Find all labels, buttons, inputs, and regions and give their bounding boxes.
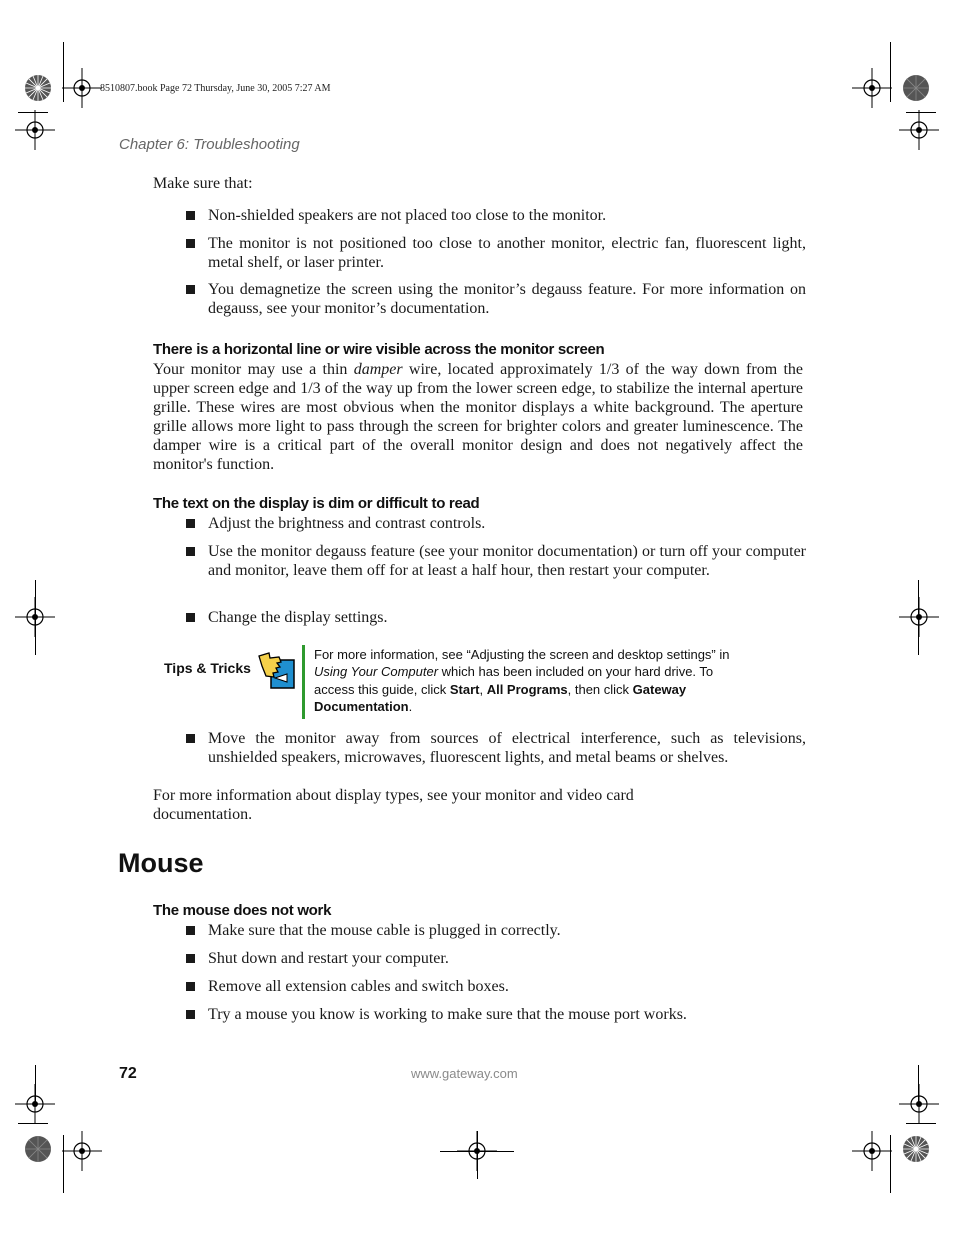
- bullet-square-icon: [186, 211, 195, 220]
- registration-mark-icon: [62, 1131, 102, 1171]
- list-item: [186, 921, 806, 940]
- list-item-text: Shut down and restart your computer.: [208, 950, 449, 967]
- paragraph-text: Your monitor may use a thin: [153, 361, 354, 378]
- color-target-icon: [902, 1135, 930, 1163]
- list-item-text: Make sure that the mouse cable is plugged in correctly.: [208, 922, 561, 939]
- section-heading: The mouse does not work: [153, 902, 332, 919]
- print-slug: 8510807.book Page 72 Thursday, June 30, 2005 7:27 AM: [100, 83, 331, 94]
- list-item: [186, 608, 806, 627]
- bullet-square-icon: [186, 1010, 195, 1019]
- registration-mark-icon: [15, 110, 55, 150]
- bullet-square-icon: [186, 285, 195, 294]
- list-item-text: Change the display settings.: [208, 609, 388, 626]
- list-item-text: Remove all extension cables and switch boxes.: [208, 978, 509, 995]
- registration-mark-icon: [899, 110, 939, 150]
- tip-text-segment: For more information, see “Adjusting the screen and desktop settings” in: [314, 647, 730, 662]
- tip-text-segment: , then click: [567, 681, 633, 697]
- section-heading: There is a horizontal line or wire visible across the monitor screen: [153, 341, 605, 358]
- emphasis-text: damper: [353, 361, 403, 378]
- registration-mark-icon: [852, 1131, 892, 1171]
- intro-text: Make sure that:: [153, 175, 253, 192]
- tip-divider-bar: [302, 645, 305, 719]
- list-item-text: The monitor is not positioned too close to another monitor, electric fan, fluorescent light, metal shelf, or laser printer.: [208, 235, 806, 271]
- bullet-square-icon: [186, 954, 195, 963]
- color-target-icon: [24, 1135, 52, 1163]
- bullet-square-icon: [186, 982, 195, 991]
- paragraph-text: wire, located approximately 1/3 of the way down from the upper screen edge and 1/3 of the way up from the lower screen edge, to stabilize the internal aperture grille. These wires are most obvious when the monitor displays a white background. The aperture grille allows more light to pass through the screen for brighter colors and greater luminescence. The damper wire is a critical part of the overall monitor design and does not negatively affect the monitor's function.: [153, 361, 804, 473]
- tip-text-segment: .: [408, 698, 413, 714]
- list-item: [186, 234, 806, 272]
- bullet-square-icon: [186, 926, 195, 935]
- list-item-text: Non-shielded speakers are not placed too close to the monitor.: [208, 207, 607, 224]
- list-item-text: Use the monitor degauss feature (see your monitor documentation) or turn off your computer and monitor, leave them off for at least a half hour, then restart your computer.: [208, 543, 806, 579]
- damper-wire-paragraph: [153, 360, 803, 474]
- list-item: [186, 514, 806, 533]
- color-target-icon: [24, 74, 52, 102]
- list-item: [186, 949, 806, 968]
- list-item: [186, 542, 806, 580]
- tip-menu-gateway-documentation: Gateway Documentation: [314, 681, 687, 714]
- section-heading: The text on the display is dim or difficult to read: [153, 495, 480, 512]
- list-item: [186, 280, 806, 318]
- tip-text-segment: ,: [479, 681, 487, 697]
- page-number: 72: [119, 1065, 137, 1082]
- registration-mark-icon: [899, 1084, 939, 1124]
- list-item: [186, 206, 806, 225]
- bullet-square-icon: [186, 239, 195, 248]
- tip-menu-start: Start: [449, 681, 480, 697]
- list-item-text: You demagnetize the screen using the monitor’s degauss feature. For more information on degauss, see your monitor’s documentation.: [208, 281, 806, 317]
- registration-mark-icon: [62, 68, 102, 108]
- list-item: [186, 729, 806, 767]
- running-header: Chapter 6: Troubleshooting: [119, 136, 300, 153]
- section-title: Mouse: [118, 848, 204, 878]
- pointing-hand-icon: [256, 650, 296, 690]
- tips-label: Tips & Tricks: [164, 660, 251, 676]
- tip-book-title: Using Your Computer: [314, 664, 439, 680]
- color-target-icon: [902, 74, 930, 102]
- list-item: [186, 977, 806, 996]
- tip-text: [314, 646, 754, 715]
- registration-mark-icon: [852, 68, 892, 108]
- bullet-square-icon: [186, 734, 195, 743]
- list-item-text: Move the monitor away from sources of electrical interference, such as televisions, unshielded speakers, microwaves, fluorescent lights, and metal beams or shelves.: [208, 730, 806, 766]
- list-item: [186, 1005, 806, 1024]
- bullet-square-icon: [186, 519, 195, 528]
- list-item-text: Adjust the brightness and contrast controls.: [208, 515, 486, 532]
- footer-url: www.gateway.com: [411, 1066, 518, 1081]
- tip-text-segment: which has been included on your hard drive. To access this guide, click: [314, 664, 714, 697]
- registration-mark-icon: [899, 597, 939, 637]
- list-item-text: Try a mouse you know is working to make sure that the mouse port works.: [208, 1006, 687, 1023]
- bullet-square-icon: [186, 613, 195, 622]
- tip-menu-all-programs: All Programs: [486, 681, 568, 697]
- bullet-square-icon: [186, 547, 195, 556]
- closing-paragraph: For more information about display types, see your monitor and video card documentation.: [153, 787, 634, 823]
